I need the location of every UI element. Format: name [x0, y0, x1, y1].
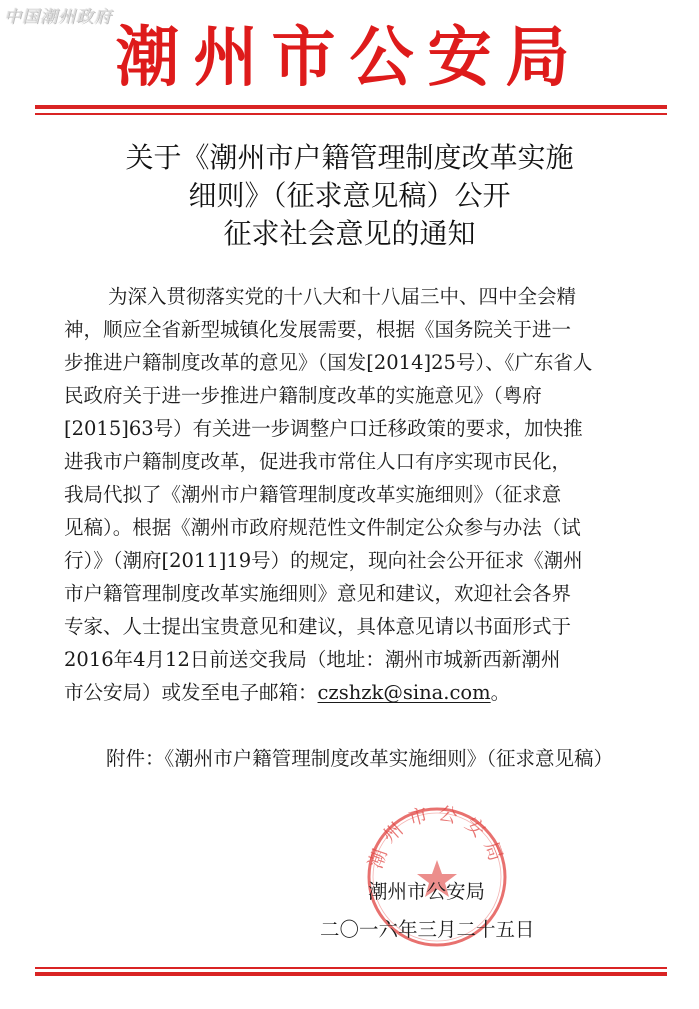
- signature-date: 二〇一六年三月二十五日: [320, 918, 535, 941]
- watermark: 中国潮州政府: [4, 7, 112, 27]
- document-title-line-1: 关于《潮州市户籍管理制度改革实施: [125, 141, 574, 174]
- body-line: 神，顺应全省新型城镇化发展需要，根据《国务院关于进一: [64, 318, 572, 341]
- footer-rule-thin: [35, 967, 667, 969]
- body-line: 市户籍管理制度改革实施细则》意见和建议，欢迎社会各界: [64, 582, 572, 605]
- footer-rule-thick: [35, 972, 667, 976]
- email-link[interactable]: czshzk@sina.com: [317, 681, 491, 704]
- body-line: 2016年4月12日前送交我局（地址：潮州市城新西新潮州: [64, 648, 561, 671]
- letterhead-rule-thick: [35, 105, 667, 109]
- body-line: [2015]63号）有关进一步调整户口迁移政策的要求，加快推: [64, 417, 583, 440]
- body-line: 进我市户籍制度改革，促进我市常住人口有序实现市民化，: [64, 450, 572, 473]
- body-line: 我局代拟了《潮州市户籍管理制度改革实施细则》（征求意: [64, 483, 562, 506]
- signature-org: 潮州市公安局: [368, 880, 486, 903]
- body-line: 专家、人士提出宝贵意见和建议，具体意见请以书面形式于: [64, 615, 572, 638]
- body-line: 行）》（潮府[2011]19号）的规定，现向社会公开征求《潮州: [64, 549, 583, 572]
- body-last-line: [64, 679, 510, 707]
- letterhead-rule-thin: [35, 113, 667, 115]
- seal-text: 潮州市公安局: [364, 802, 510, 872]
- attachment-line: 附件：《潮州市户籍管理制度改革实施细则》（征求意见稿）: [106, 747, 614, 770]
- letterhead-org-name: 潮州市公安局: [115, 20, 584, 96]
- body-line: 见稿）。根据《潮州市政府规范性文件制定公众参与办法（试: [64, 516, 581, 539]
- body-line: 民政府关于进一步推进户籍制度改革的实施意见》（粤府: [64, 384, 542, 407]
- document-title-line-3: 征求社会意见的通知: [223, 217, 476, 250]
- body-line: 步推进户籍制度改革的意见》（国发[2014]25号）、《广东省人: [64, 351, 593, 374]
- body-last-line-prefix: 市公安局）或发至电子邮箱：: [64, 681, 318, 704]
- body-line: 为深入贯彻落实党的十八大和十八届三中、四中全会精: [108, 285, 577, 308]
- body-last-line-suffix: 。: [490, 681, 511, 704]
- document-title-line-2: 细则》（征求意见稿）公开: [188, 179, 511, 212]
